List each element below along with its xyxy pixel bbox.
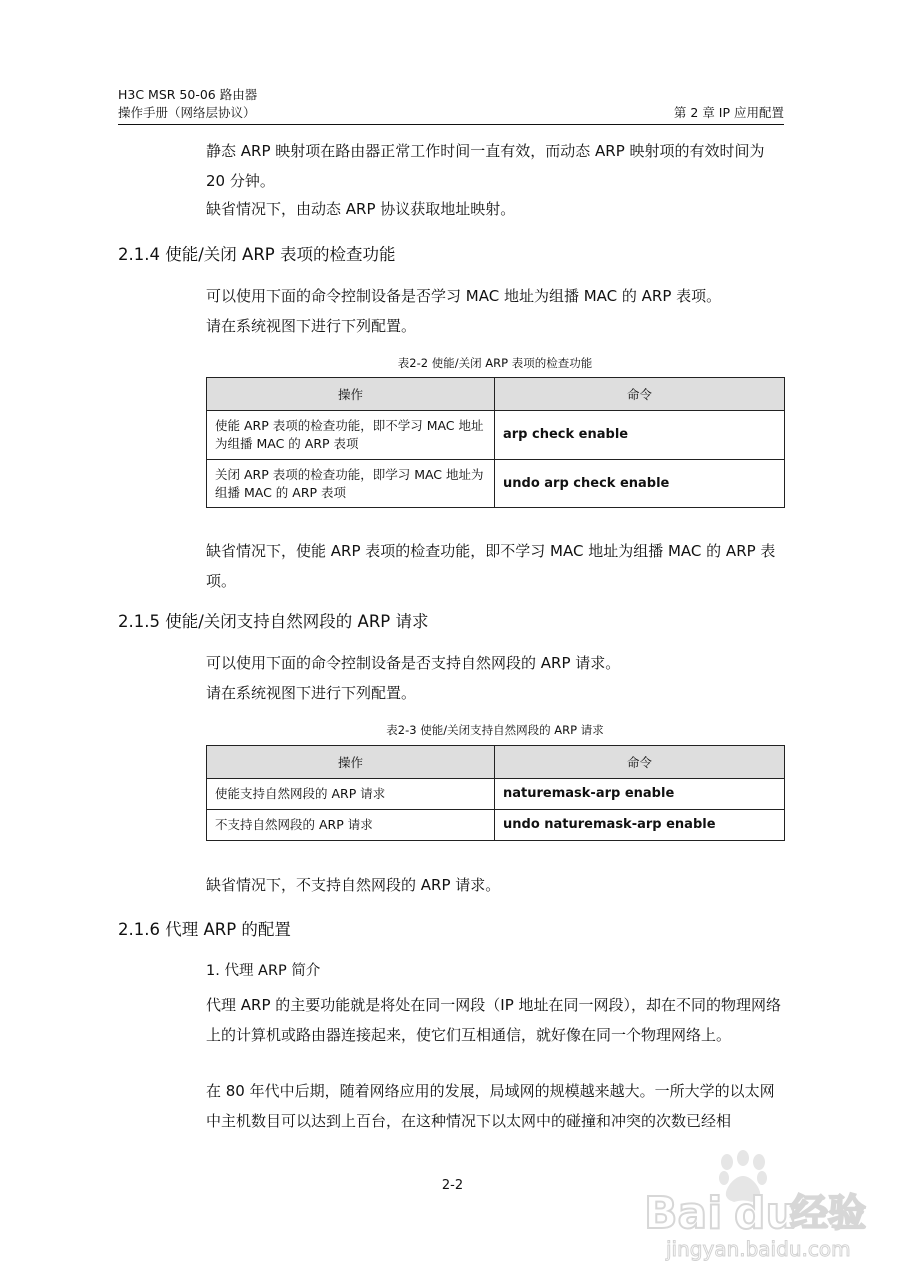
command-cell: naturemask-arp enable [495, 779, 785, 810]
command-cell: undo naturemask-arp enable [495, 810, 785, 841]
header-manual: 操作手册（网络层协议） [118, 105, 256, 120]
operation-cell: 使能 ARP 表项的检查功能，即不学习 MAC 地址为组播 MAC 的 ARP 表项 [207, 411, 495, 460]
s214-paragraph-1: 可以使用下面的命令控制设备是否学习 MAC 地址为组播 MAC 的 ARP 表项。 [206, 287, 722, 305]
intro-paragraph-2: 缺省情况下，由动态 ARP 协议获取地址映射。 [206, 200, 516, 218]
s214-paragraph-2: 请在系统视图下进行下列配置。 [206, 317, 417, 335]
table-row [207, 411, 785, 460]
header-chapter: 第 2 章 IP 应用配置 [673, 105, 784, 120]
header-divider [118, 124, 784, 125]
section-2-1-6-title: 2.1.6 代理 ARP 的配置 [118, 920, 291, 939]
table-2-2-caption: 表2-2 使能/关闭 ARP 表项的检查功能 [397, 356, 593, 370]
operation-cell: 不支持自然网段的 ARP 请求 [207, 810, 495, 841]
section-2-1-4-title: 2.1.4 使能/关闭 ARP 表项的检查功能 [118, 245, 396, 264]
subsection-heading: 1. 代理 ARP 简介 [206, 963, 321, 979]
s216-paragraph-2: 在 80 年代中后期，随着网络应用的发展，局域网的规模越来越大。一所大学的以太网中主机数目可以达到上百台，在这种情况下以太网中的碰撞和冲突的次数已经相 [206, 1082, 775, 1130]
section-2-1-5-title: 2.1.5 使能/关闭支持自然网段的 ARP 请求 [118, 612, 429, 631]
table-row [207, 810, 785, 841]
s216-paragraph-1: 代理 ARP 的主要功能就是将处在同一网段（IP 地址在同一网段），却在不同的物理网络上的计算机或路由器连接起来，使它们互相通信，就好像在同一个物理网络上。 [206, 996, 782, 1044]
column-header-operation: 操作 [207, 746, 495, 779]
s215-paragraph-2: 请在系统视图下进行下列配置。 [206, 684, 417, 702]
table-2-3-caption: 表2-3 使能/关闭支持自然网段的 ARP 请求 [386, 723, 604, 737]
baidu-jingyan-watermark [640, 1150, 890, 1270]
page-number: 2-2 [441, 1178, 464, 1193]
table-2-2 [206, 377, 785, 508]
column-header-operation: 操作 [207, 378, 495, 411]
table-row [207, 779, 785, 810]
column-header-command: 命令 [495, 746, 785, 779]
paw-logo-icon [640, 1150, 890, 1270]
s215-after-paragraph: 缺省情况下，不支持自然网段的 ARP 请求。 [206, 876, 501, 894]
table-header-row [207, 378, 785, 411]
header-product: H3C MSR 50-06 路由器 [118, 87, 258, 102]
table-row [207, 460, 785, 508]
command-cell: undo arp check enable [495, 460, 785, 508]
watermark-brand-jingyan: 经验 [790, 1191, 867, 1235]
intro-paragraph-1: 静态 ARP 映射项在路由器正常工作时间一直有效，而动态 ARP 映射项的有效时间为 20 分钟。 [206, 142, 765, 190]
watermark-url: jingyan.baidu.com [666, 1237, 851, 1261]
command-cell: arp check enable [495, 411, 785, 460]
s215-paragraph-1: 可以使用下面的命令控制设备是否支持自然网段的 ARP 请求。 [206, 654, 621, 672]
s214-after-paragraph: 缺省情况下，使能 ARP 表项的检查功能，即不学习 MAC 地址为组播 MAC 的 ARP 表项。 [206, 542, 776, 590]
table-header-row [207, 746, 785, 779]
column-header-command: 命令 [495, 378, 785, 411]
operation-cell: 关闭 ARP 表项的检查功能，即学习 MAC 地址为组播 MAC 的 ARP 表项 [207, 460, 495, 508]
table-2-3 [206, 745, 785, 841]
operation-cell: 使能支持自然网段的 ARP 请求 [207, 779, 495, 810]
watermark-brand-bai: Bai [644, 1188, 723, 1239]
watermark-brand-du: du [734, 1188, 797, 1239]
